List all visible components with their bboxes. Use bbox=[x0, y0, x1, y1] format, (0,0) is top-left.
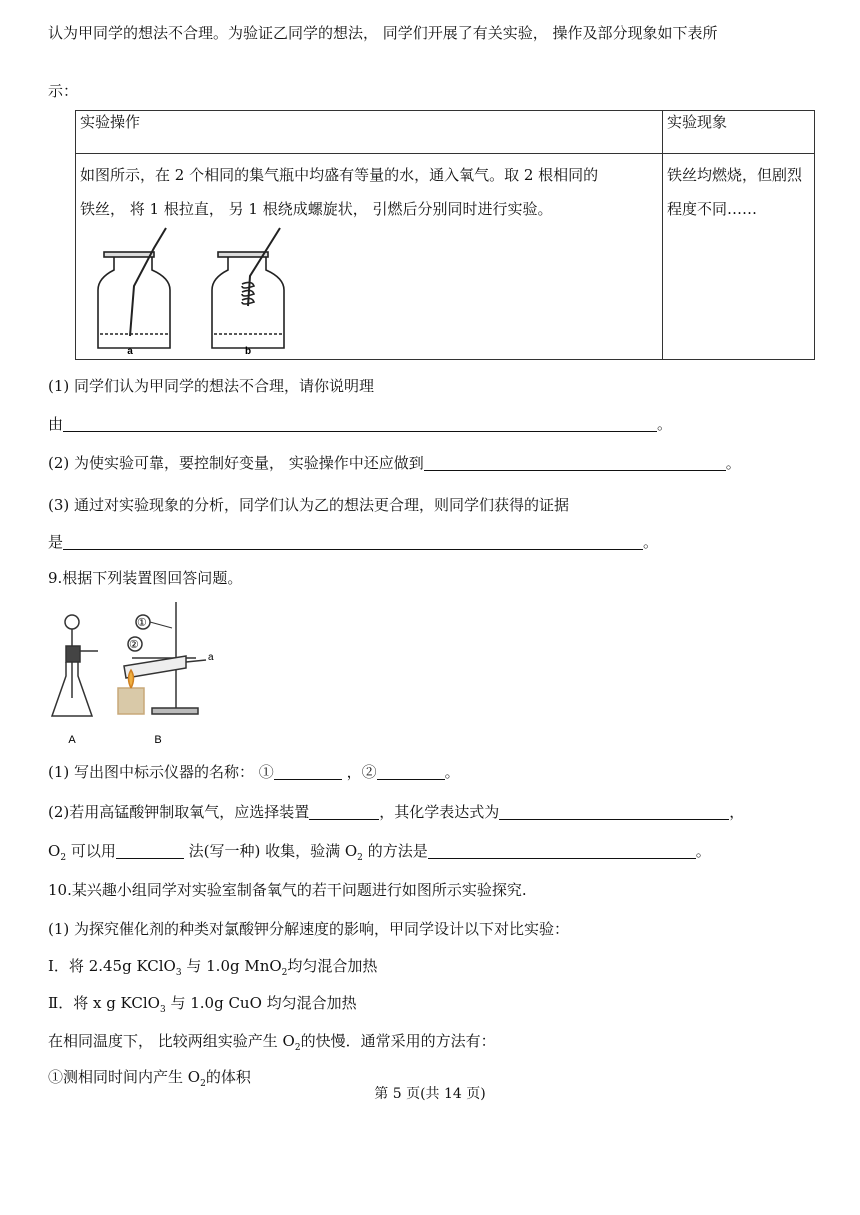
phenomenon-text-1: 铁丝均燃烧，但剧烈 bbox=[667, 166, 803, 184]
q8-part3-a: (3) 通过对实验现象的分析，同学们认为乙的想法更合理，则同学们获得的证据 bbox=[48, 496, 570, 514]
q10-part3: ①测相同时间内产生 $O_2$的体积 bbox=[48, 1068, 251, 1089]
q10-part2: 在相同温度下， 比较两组实验产生 $O_2$的快慢．通常采用的方法有： bbox=[48, 1032, 496, 1053]
page-footer: 第 5 页(共 14 页) bbox=[374, 1086, 486, 1102]
label-A: A bbox=[68, 734, 76, 746]
answer-blank[interactable] bbox=[309, 803, 379, 820]
operation-text-1: 如图所示，在 2 个相同的集气瓶中均盛有等量的水，通入氧气。取 2 根相同的 bbox=[80, 166, 599, 184]
answer-blank[interactable] bbox=[424, 454, 726, 471]
table-cell-operation bbox=[76, 154, 663, 360]
apparatus-figure bbox=[46, 598, 226, 748]
q10-item1: Ⅰ．将 2.45g KClO$_3$ 与 1.0g MnO$_2$均匀混合加热 bbox=[48, 957, 378, 978]
table-cell-phenomenon bbox=[663, 154, 815, 360]
apparatus-A bbox=[52, 615, 98, 716]
figure-label-b: b bbox=[244, 346, 252, 356]
bottle-a bbox=[98, 228, 170, 348]
q9-part2: (2)若用高锰酸钾制取氧气，应选择装置 ，其化学表达式为 ， bbox=[48, 803, 745, 821]
q10-item2: Ⅱ．将 x g KClO$_3$ 与 1.0g CuO 均匀混合加热 bbox=[48, 994, 357, 1015]
answer-blank[interactable] bbox=[63, 415, 657, 432]
label-B: B bbox=[154, 734, 162, 746]
apparatus-B bbox=[118, 602, 206, 714]
experiment-table bbox=[75, 110, 815, 360]
q8-part1-b: 由 。 bbox=[48, 415, 673, 433]
answer-blank[interactable] bbox=[499, 803, 729, 820]
marker-a: a bbox=[208, 652, 214, 663]
table-header-phenomenon: 实验现象 bbox=[663, 111, 815, 154]
q10-title: 10.某兴趣小组同学对实验室制备氧气的若干问题进行如图所示实验探究. bbox=[48, 881, 527, 899]
answer-blank[interactable] bbox=[63, 533, 643, 550]
figure-label-a: a bbox=[127, 346, 133, 356]
intro-line-2: 示： bbox=[48, 82, 79, 100]
answer-blank[interactable] bbox=[274, 763, 342, 780]
q9-part3: $O_2$ 可以用 法(写一种) 收集，验满 $O_2$ 的方法是 。 bbox=[48, 842, 711, 863]
q9-title: 9.根据下列装置图回答问题。 bbox=[48, 569, 243, 587]
marker-1: ① bbox=[137, 616, 147, 629]
q8-part1-a: (1) 同学们认为甲同学的想法不合理，请你说明理 bbox=[48, 377, 375, 395]
q10-part1: (1) 为探究催化剂的种类对氯酸钾分解速度的影响，甲同学设计以下对比实验： bbox=[48, 920, 570, 938]
answer-blank[interactable] bbox=[428, 842, 696, 859]
phenomenon-text-2: 程度不同…… bbox=[667, 200, 758, 218]
intro-line-1: 认为甲同学的想法不合理。为验证乙同学的想法， 同学们开展了有关实验， 操作及部分现象如下表所 bbox=[48, 24, 718, 42]
bottle-b bbox=[212, 228, 284, 348]
table-header-operation: 实验操作 bbox=[76, 111, 663, 154]
q8-part3-b: 是 。 bbox=[48, 533, 659, 551]
gas-bottle-figure bbox=[90, 226, 300, 356]
operation-text-2: 铁丝， 将 1 根拉直， 另 1 根绕成螺旋状， 引燃后分别同时进行实验。 bbox=[80, 200, 553, 218]
answer-blank[interactable] bbox=[116, 842, 184, 859]
q9-part1: (1) 写出图中标示仪器的名称： ① ，② 。 bbox=[48, 763, 460, 781]
marker-2: ② bbox=[129, 638, 139, 651]
q8-part2: (2) 为使实验可靠，要控制好变量， 实验操作中还应做到 。 bbox=[48, 454, 741, 472]
answer-blank[interactable] bbox=[377, 763, 445, 780]
